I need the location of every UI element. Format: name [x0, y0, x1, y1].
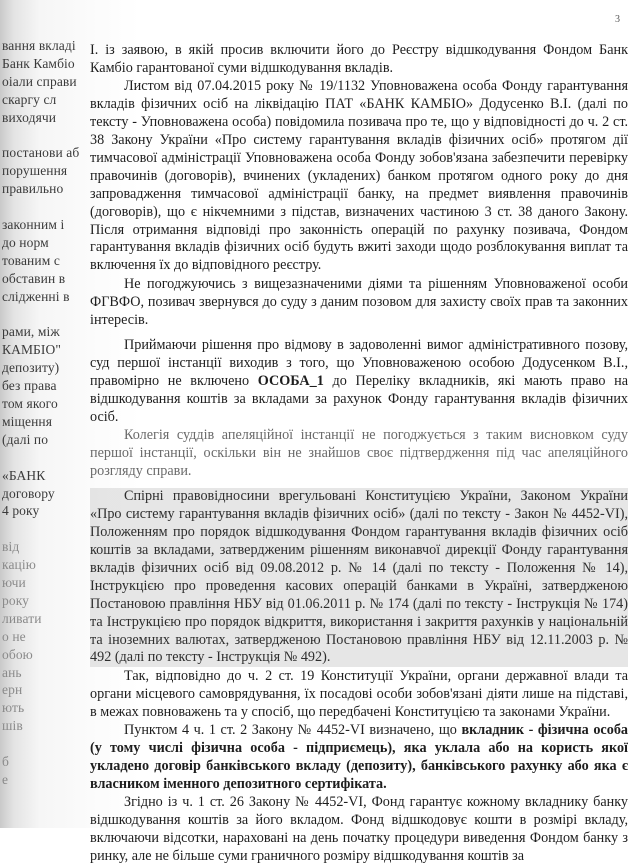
paragraph-7: Так, відповідно до ч. 2 ст. 19 Конституції України, органи державної влади та органи місцевого самоврядування, їх посадові особи зобов'язані діяти лише на підставі, в межах повноважень та у спосіб, що передбачені Конституцією та законами України. — [90, 667, 628, 720]
margin-fragment: КАМБІО" — [2, 342, 61, 358]
margin-fragment: ань — [2, 664, 22, 680]
margin-fragment: від — [2, 539, 20, 555]
margin-fragment: вання вкладі — [2, 38, 76, 53]
margin-fragment: кацію — [2, 557, 36, 573]
margin-fragment: рами, між — [2, 324, 60, 340]
margin-fragment: ерн — [2, 682, 23, 698]
paragraph-4-start: Приймаючи рішення про відмову в задоволенні вимог адміністративного позову, суд першої інстанції виходив з того, що Уповноваженою особою Додусенком В.І., правомірно не включено — [90, 337, 628, 389]
margin-fragment: (далі по — [2, 431, 49, 447]
margin-fragment: обою — [2, 646, 33, 662]
margin-fragment: без права — [2, 378, 57, 394]
margin-fragment: порушення — [2, 163, 68, 179]
margin-fragment: «БАНК — [2, 467, 46, 483]
redacted-person: ОСОБА_1 — [257, 372, 324, 389]
margin-fragment: б — [2, 754, 9, 769]
margin-fragment: постанови аб — [2, 145, 80, 161]
margin-fragment: Банк Камбіо — [2, 55, 75, 71]
paragraph-5: Колегія суддів апеляційної інстанції не погоджується з таким висновком суду першої інстанції, оскільки він не знайшов своє підтвердження під час апеляційного розгляду справи. — [90, 427, 628, 479]
paragraph-6: Спірні правовідносини врегульовані Конституцією України, Законом України «Про систему гарантування вкладів фізичних осіб» (далі по тексту - Закон № 4452-VI), Положенням про порядок відшкодування Фондом гарантування вкладів фізичних осіб коштів за вкладами, затвердженим рішенням виконавчої дирекції Фонду гарантування вкладів фізичних осіб від 09.08.2012 р. № 14 (далі по тексту - Положення № 14), Інструкцією про проведення касових операцій банками в Україні, затвердженою Постановою правління НБУ від 01.06.2011 р. № 174 (далі по тексту - Інструкція № 174) та Інструкцією про порядок відкриття, використання і закриття рахунків у національній та іноземних валютах, затвердженою Постановою правління НБУ від 12.11.2003 р. № 492 (далі по тексту - Інструкція № 492). — [90, 488, 628, 666]
margin-fragment: ливати — [2, 610, 42, 626]
depositor-definition: вкладник - фізична особа (у тому числі фізична особа - підприємець), яка уклала або на користь якої укладено договір банківського вкладу (депозиту), банківського рахунку або яка є власником іменного депозитного сертифіката. — [90, 722, 629, 792]
paragraph-2: Листом від 07.04.2015 року № 19/1132 Уповноважена особа Фонду гарантування вкладів фізичних осіб на ліквідацію ПАТ «БАНК КАМБІО» Додусенко В.І. (далі по тексту - Уповноважена особа) повідомила позивача про те, що у відповідності до ч. 2 ст. 38 Закону України «Про систему гарантування вкладів фізичних осіб» протягом дії тимчасової адміністрації Уповноважена особа Фонду зобов'язана забезпечити перевірку правочинів (договорів), вчинених (укладених) банком протягом одного року до дня запровадження тимчасової адміністрації банку, на предмет виявлення правочинів (договорів), що є нікчемними з підстав, визначених частиною 3 ст. 38 даного Закону. Після отримання відповіді про законність операцій по рахунку позивача, Фондом гарантування вкладів фізичних осіб будуть вжиті заходи щодо розблокування виплат та включення їх до відповідного реєстру. — [90, 78, 628, 274]
page-number: 3 — [615, 14, 620, 25]
margin-fragment: договору — [2, 485, 55, 501]
document-body — [90, 42, 628, 866]
paragraph-9: Згідно із ч. 1 ст. 26 Закону № 4452-VI, Фонд гарантує кожному вкладнику банку відшкодування коштів за його вкладом. Фонд відшкодовує кошти в розмірі вкладу, включаючи відсотки, нараховані на день початку процедури виведення Фондом банку з ринку, але не більше суми граничного розміру відшкодування коштів за — [90, 794, 628, 864]
margin-fragment: том якого — [2, 396, 58, 411]
paragraph-8 — [90, 722, 628, 794]
margin-fragment: ючи — [2, 575, 26, 590]
margin-fragment: законним і — [2, 217, 65, 232]
margin-fragment: року — [2, 592, 30, 608]
margin-fragment: оіали справи — [2, 73, 77, 89]
margin-fragment: о не — [2, 628, 26, 644]
margin-fragment: міщення — [2, 413, 53, 429]
margin-fragment: обставин в — [2, 270, 66, 286]
margin-fragment: скаргу сл — [2, 91, 57, 107]
paragraph-8-start: Пунктом 4 ч. 1 ст. 2 Закону № 4452-VI визначено, що — [124, 722, 457, 739]
paragraph-1: І. із заявою, в якій просив включити його до Реєстру відшкодування Фондом Банк Камбіо гарантованої суми відшкодування вкладів. — [90, 42, 628, 76]
paragraph-4-end: до Переліку вкладників, які мають право на відшкодування коштів за вкладами за рахунок Фонду гарантування вкладів фізичних осіб. — [90, 372, 628, 425]
margin-fragment: тованим с — [2, 252, 60, 268]
margin-fragment: правильно — [2, 181, 64, 197]
margin-fragment: ють — [2, 700, 25, 716]
margin-fragment: шів — [2, 718, 23, 734]
paragraph-3: Не погоджуючись з вищезазначеними діями та рішенням Уповноваженої особи ФГВФО, позивач звернувся до суду з даним позовом для захисту своїх прав та законних інтересів. — [90, 275, 628, 328]
paragraph-4 — [90, 337, 628, 427]
margin-fragment: 4 року — [2, 503, 40, 519]
margin-fragment: до норм — [2, 234, 49, 250]
margin-fragment: слідженні в — [2, 288, 70, 304]
margin-fragment: е — [2, 771, 9, 787]
margin-fragment: виходячи — [2, 109, 57, 125]
margin-fragment: депозиту) — [2, 360, 60, 376]
